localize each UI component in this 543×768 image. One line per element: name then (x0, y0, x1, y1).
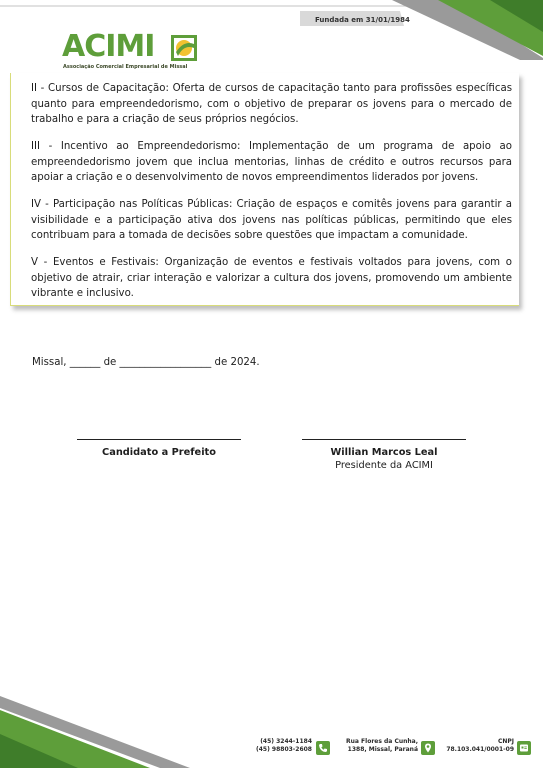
signature-line (77, 439, 241, 440)
phone-1: (45) 3244-1184 (260, 738, 312, 745)
footer-phones (246, 738, 312, 754)
cnpj-label: CNPJ (497, 738, 514, 745)
signature-candidate (77, 439, 241, 459)
document-icon (517, 741, 531, 755)
signature-name: Willian Marcos Leal (330, 447, 438, 458)
acimi-logo (62, 30, 202, 74)
footer-cnpj (440, 738, 514, 754)
address-line-1: Rua Flores da Cunha, (346, 738, 418, 745)
logo-text: ACIMI (62, 29, 155, 64)
paragraph-capacitacao: II - Cursos de Capacitação: Oferta de cursos de capacitação tanto para profissões específicas quanto para empreendedorismo, com o objetivo de preparar os jovens para o mercado de trabalho e para a criação de seus próprios negócios. (31, 83, 512, 126)
signature-name: Candidato a Prefeito (102, 447, 216, 458)
paragraph-empreendedorismo: III - Incentivo ao Empreendedorismo: Implementação de um programa de apoio ao empreendedorismo jovem que inclua mentorias, linhas de crédito e outros recursos para apoiar a criação e o desenvolvimento de novos empreendimentos liderados por jovens. (31, 141, 512, 184)
phone-icon (316, 741, 330, 755)
logo-subtitle: Associação Comercial Empresarial de Missal (63, 64, 188, 70)
cnpj-value: 78.103.041/0001-09 (446, 746, 514, 753)
logo-symbol-icon (170, 34, 198, 62)
paragraph-politicas-publicas: IV - Participação nas Políticas Públicas: Criação de espaços e comitês jovens para garantir a visibilidade e a participação ativa dos jovens nas políticas públicas, permitindo que eles contribuam para a tomada de decisões sobre questões que impactam a comunidade. (31, 199, 512, 242)
date-line: Missal, ______ de __________________ de 2024. (32, 357, 260, 368)
founded-date: Fundada em 31/01/1984 (315, 16, 410, 24)
location-pin-icon (421, 741, 435, 755)
paragraph-eventos: V - Eventos e Festivais: Organização de eventos e festivais voltados para jovens, com o objetivo de atrair, criar interação e valorizar a cultura dos jovens, promovendo um ambiente vibrante e inclusivo. (31, 257, 512, 300)
footer-decoration (0, 688, 543, 768)
signature-president (302, 439, 466, 473)
phone-2: (45) 98803-2608 (256, 746, 312, 753)
signature-line (302, 439, 466, 440)
signature-role: Presidente da ACIMI (335, 460, 433, 471)
address-line-2: 1388, Missal, Paraná (347, 746, 418, 753)
footer-address (338, 738, 418, 754)
